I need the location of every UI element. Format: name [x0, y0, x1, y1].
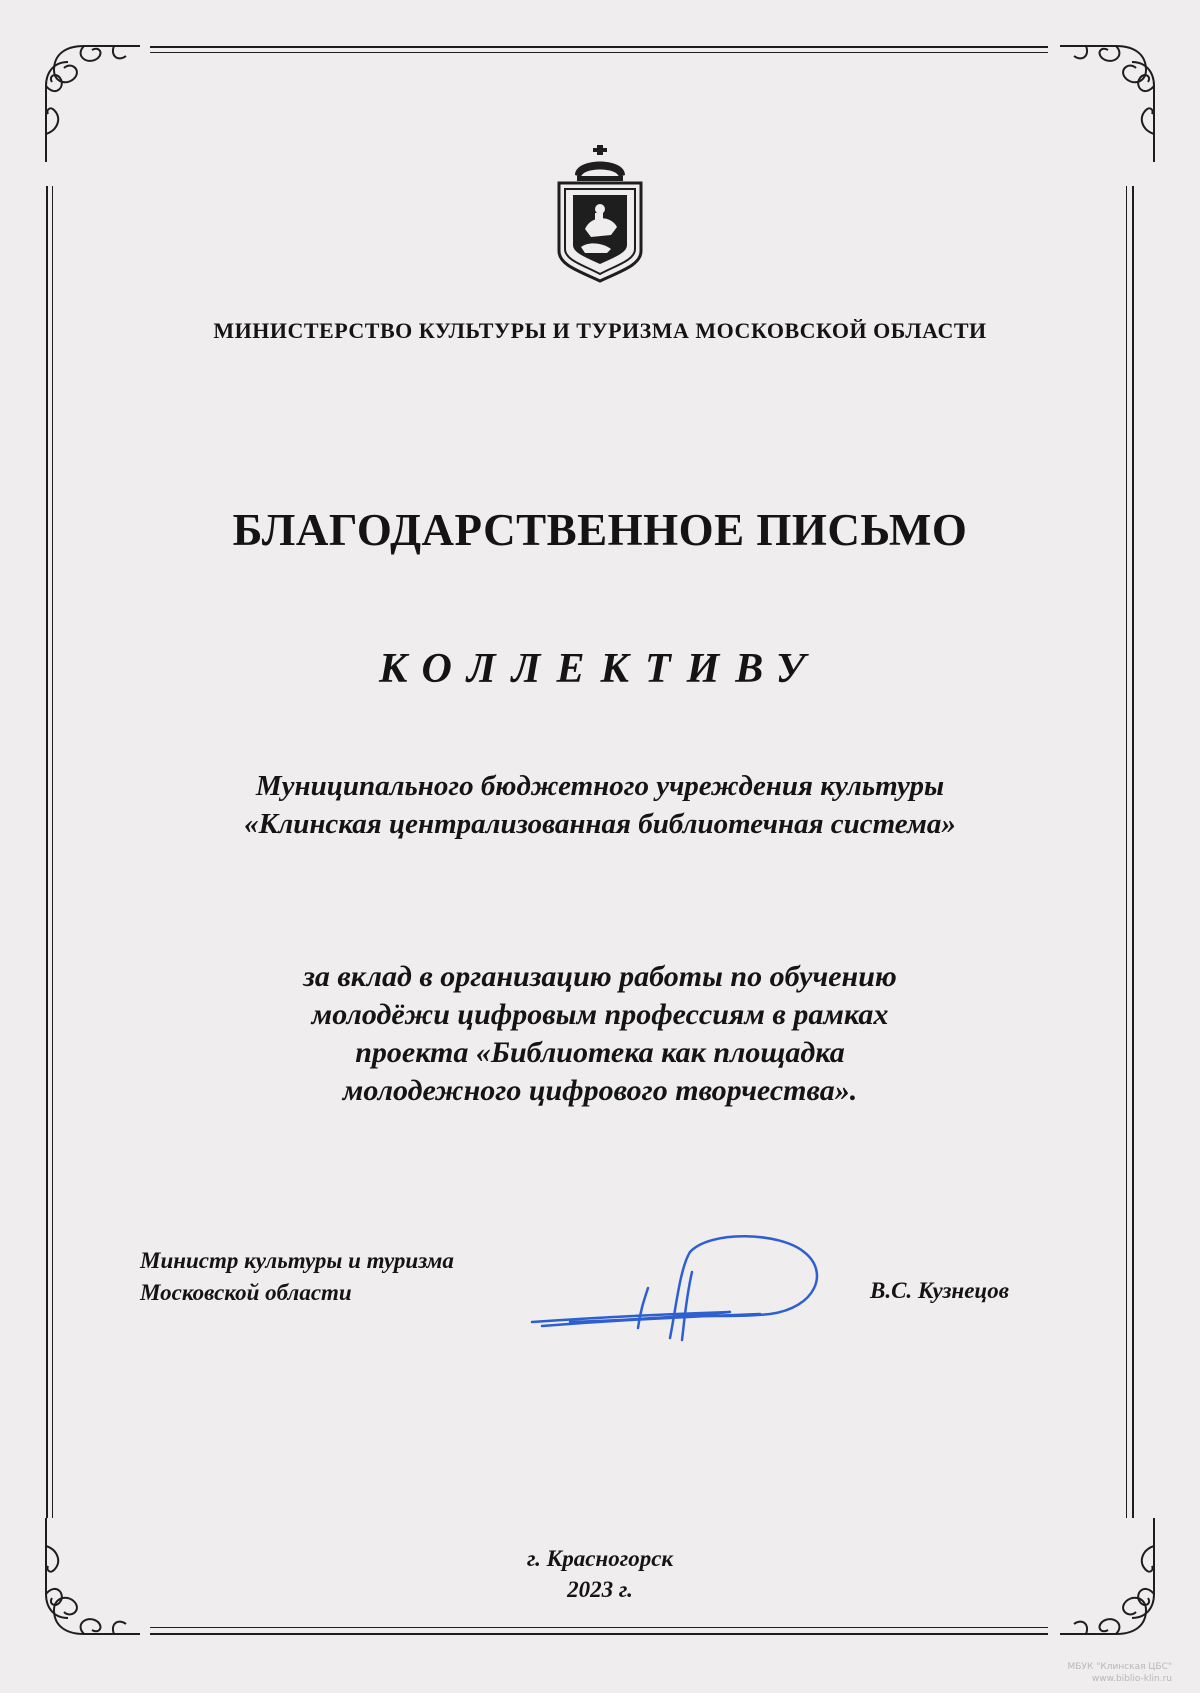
- watermark-line-1: МБУК "Клинская ЦБС": [1067, 1662, 1172, 1672]
- frame-top-line-inner: [150, 52, 1048, 53]
- city: г. Красногорск: [526, 1546, 674, 1571]
- reason-line-4: молодежного цифрового творчества».: [342, 1074, 858, 1107]
- corner-ornament-top-left: [44, 44, 140, 162]
- watermark: [1068, 1661, 1172, 1685]
- frame-bottom-line-outer: [150, 1633, 1048, 1635]
- organization-name: [140, 767, 1060, 843]
- corner-ornament-bottom-left: [44, 1518, 140, 1636]
- reason-line-1: за вклад в организацию работы по обучению: [303, 960, 897, 993]
- handwritten-signature: [530, 1228, 860, 1348]
- frame-right-line-outer: [1132, 186, 1134, 1518]
- year: 2023 г.: [567, 1577, 633, 1602]
- signer-position: [140, 1245, 454, 1309]
- place-and-date: [140, 1543, 1060, 1605]
- signer-position-line-1: Министр культуры и туризма: [140, 1248, 454, 1273]
- award-reason: [140, 958, 1060, 1110]
- frame-bottom-line-inner: [150, 1627, 1048, 1628]
- frame-left-line-inner: [52, 186, 53, 1518]
- moscow-oblast-coat-of-arms-icon: [545, 143, 655, 283]
- frame-top-line-outer: [150, 46, 1048, 48]
- corner-ornament-bottom-right: [1060, 1518, 1156, 1636]
- reason-line-2: молодёжи цифровым профессиям в рамках: [311, 998, 889, 1031]
- watermark-line-2: www.biblio-klin.ru: [1091, 1674, 1172, 1684]
- ministry-name: МИНИСТЕРСТВО КУЛЬТУРЫ И ТУРИЗМА МОСКОВСКОЙ ОБЛАСТИ: [213, 318, 987, 343]
- recipient-label: КОЛЛЕКТИВУ: [379, 646, 821, 692]
- document-title: БЛАГОДАРСТВЕННОЕ ПИСЬМО: [232, 505, 968, 555]
- signer-position-line-2: Московской области: [140, 1280, 352, 1305]
- organization-line-1: Муниципального бюджетного учреждения культуры: [255, 770, 945, 802]
- organization-line-2: «Клинская централизованная библиотечная система»: [244, 808, 956, 840]
- frame-left-line-outer: [46, 186, 48, 1518]
- frame-right-line-inner: [1126, 186, 1127, 1518]
- reason-line-3: проекта «Библиотека как площадка: [355, 1036, 845, 1069]
- signer-name: В.С. Кузнецов: [870, 1278, 1009, 1303]
- corner-ornament-top-right: [1060, 44, 1156, 162]
